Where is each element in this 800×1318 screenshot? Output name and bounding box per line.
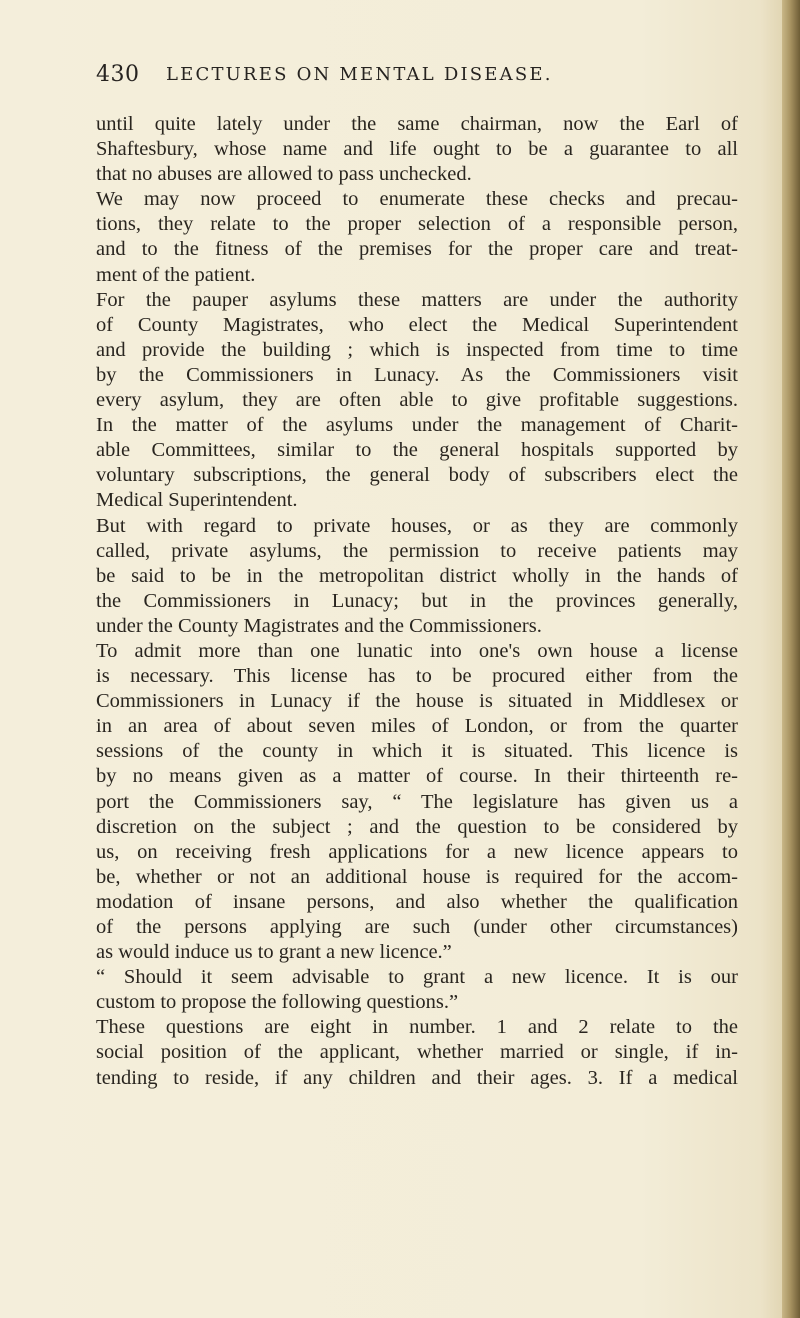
text-line: tions, they relate to the proper selection of a responsible person, <box>96 213 738 236</box>
text-line: and to the fitness of the premises for the proper care and treat- <box>96 238 738 261</box>
text-line: For the pauper asylums these matters are under the authority <box>96 288 738 311</box>
text-line: modation of insane persons, and also whether the qualification <box>96 890 738 913</box>
text-line: tending to reside, if any children and their ages. 3. If a medical <box>96 1066 738 1089</box>
running-header <box>96 62 736 96</box>
text-line: ment of the patient. <box>96 263 256 286</box>
page-edge-shadow <box>782 0 800 1318</box>
text-line: of the persons applying are such (under other circumstances) <box>96 916 738 938</box>
text-line: until quite lately under the same chairman, now the Earl of <box>96 113 738 135</box>
text-line: us, on receiving fresh applications for a new licence appears to <box>96 840 738 863</box>
text-line: and provide the building ; which is inspected from time to time <box>96 338 738 361</box>
text-line: be, whether or not an additional house is required for the accom- <box>96 865 738 888</box>
text-line: voluntary subscriptions, the general body of subscribers elect the <box>96 464 738 487</box>
text-line: as would induce us to grant a new licence.” <box>96 941 452 964</box>
text-line: These questions are eight in number. 1 and 2 relate to the <box>96 1016 738 1039</box>
text-line: the Commissioners in Lunacy; but in the provinces generally, <box>96 589 738 612</box>
text-line: custom to propose the following questions.” <box>96 991 459 1014</box>
text-line: called, private asylums, the permission to receive patients may <box>96 539 738 562</box>
text-line: In the matter of the asylums under the management of Charit- <box>96 414 738 437</box>
text-line: To admit more than one lunatic into one's own house a license <box>96 639 738 662</box>
text-line: by no means given as a matter of course. In their thirteenth re- <box>96 765 738 788</box>
text-line: sessions of the county in which it is situated. This licence is <box>96 740 738 763</box>
text-line: But with regard to private houses, or as they are commonly <box>96 514 738 537</box>
text-line: that no abuses are allowed to pass unchecked. <box>96 163 472 186</box>
text-line: Medical Superintendent. <box>96 489 298 512</box>
text-line: able Committees, similar to the general hospitals supported by <box>96 439 738 462</box>
text-line: under the County Magistrates and the Commissioners. <box>96 614 542 637</box>
text-line: of County Magistrates, who elect the Medical Superintendent <box>96 313 738 336</box>
page-number: 430 <box>96 62 140 87</box>
text-line: by the Commissioners in Lunacy. As the Commissioners visit <box>96 363 738 386</box>
text-line: discretion on the subject ; and the question to be considered by <box>96 815 738 838</box>
text-line: be said to be in the metropolitan district wholly in the hands of <box>96 564 738 587</box>
running-title: LECTURES ON MENTAL DISEASE. <box>166 64 553 85</box>
text-line: port the Commissioners say, “ The legislature has given us a <box>96 790 738 813</box>
text-line: “ Should it seem advisable to grant a new licence. It is our <box>96 966 738 989</box>
text-line: every asylum, they are often able to give profitable suggestions. <box>96 389 738 412</box>
body-text <box>96 112 738 1091</box>
text-line: social position of the applicant, whether married or single, if in- <box>96 1041 738 1064</box>
text-line: Shaftesbury, whose name and life ought to be a guarantee to all <box>96 138 738 161</box>
text-line: in an area of about seven miles of London, or from the quarter <box>96 715 738 738</box>
text-line: is necessary. This license has to be procured either from the <box>96 665 738 688</box>
text-line: Commissioners in Lunacy if the house is situated in Middlesex or <box>96 690 738 713</box>
text-line: We may now proceed to enumerate these checks and precau- <box>96 188 738 211</box>
